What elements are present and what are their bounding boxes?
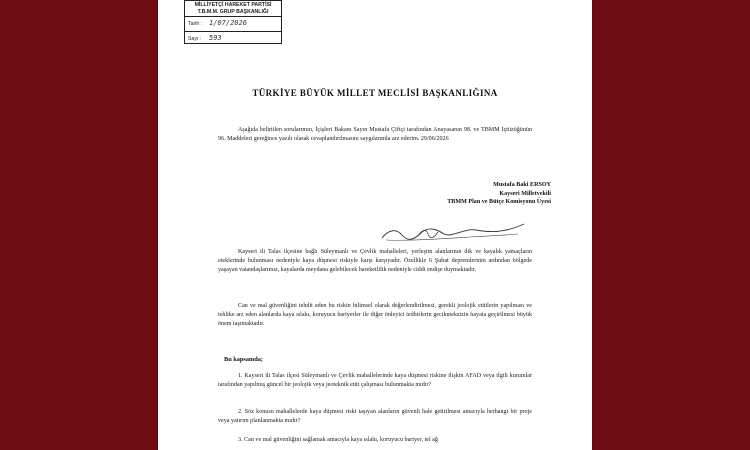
signatory-committee: TBMM Plan ve Bütçe Komisyonu Üyesi	[447, 199, 551, 205]
signatory-block	[358, 181, 551, 207]
document-title: TÜRKİYE BÜYÜK MİLLET MECLİSİ BAŞKANLIĞINA	[252, 88, 498, 98]
questions-heading: Bu kapsamda;	[224, 356, 264, 363]
stamp-office-name: T.B.M.M. GRUP BAŞKANLIĞI	[197, 8, 269, 15]
signatory-role: Kayseri Milletvekili	[499, 190, 551, 197]
intro-paragraph: Aşağıda belirtilen sorularımın, İçişleri Bakanı Sayın Mustafa Çiftçi tarafından Anayasanın 98. ve TBMM İçtüzüğünün 96. Maddeleri gereğince yazılı olarak cevaplandırılmasını saygılarımla arz ederim. 29/06/2026	[218, 127, 532, 142]
stamp-date-label: Tarih :	[188, 21, 203, 27]
body-paragraph-2: Can ve mal güvenliğini tehdit eden bu riskin bilimsel olarak değerlendirilmesi, gerekli jeolojik etütlerin yapılması ve tehlike arz eden alanlarda kaya ıslahı, koruyucu bariyerler ile diğer önleyici tedbirlerin gecikmeksizin hayata geçirilmesi büyük önem taşımaktadır.	[218, 303, 532, 327]
stamp-number-value: 593	[209, 34, 222, 42]
signatory-name: Mustafa Baki ERSOY	[493, 182, 551, 188]
stamp-number-label: Sayı :	[188, 36, 202, 42]
stamp-date-row	[185, 17, 281, 32]
question-1: 1. Kayseri ili Talas ilçesi Süleymanlı ve Çevlik mahallelerinde kaya düşmesi riskine ilişkin AFAD veya ilgili kurumlar tarafından yapılmış güncel bir jeolojik veya jeoteknik etüt çalışması bulunmakta mıdır?	[218, 373, 532, 388]
stamp-number-row	[185, 32, 281, 46]
question-2: 2. Söz konusu mahallelerde kaya düşmesi riski taşıyan alanların güvenli hale getirilmesi amacıyla herhangi bir proje veya yatırım planlanmakta mıdır?	[218, 409, 532, 424]
question-3: 3. Can ve mal güvenliğini sağlamak amacıyla kaya ıslahı, koruyucu bariyer, tel ağ	[238, 437, 438, 443]
stamp-header	[185, 1, 281, 17]
registry-stamp	[184, 0, 282, 44]
body-paragraph-1: Kayseri ili Talas ilçesine bağlı Süleymanlı ve Çevlik mahalleleri, yerleşim alanlarının dik ve kayalık yamaçların eteklerinde bulunması nedeniyle kaya düşmesi riskiyle karşı karşıyadır. Özellikle 6 Şubat depremlerinin ardından bölgede yaşayan vatandaşlarımız, kayalarda meydana gelebilecek hareketlilik nedeniyle ciddi endişe duymaktadır.	[218, 249, 532, 273]
stamp-party-name: MİLLİYETÇİ HAREKET PARTİSİ	[194, 2, 272, 8]
handwritten-signature	[378, 218, 528, 246]
document-page	[158, 0, 592, 450]
stamp-date-value: 1/07/2026	[209, 19, 247, 27]
